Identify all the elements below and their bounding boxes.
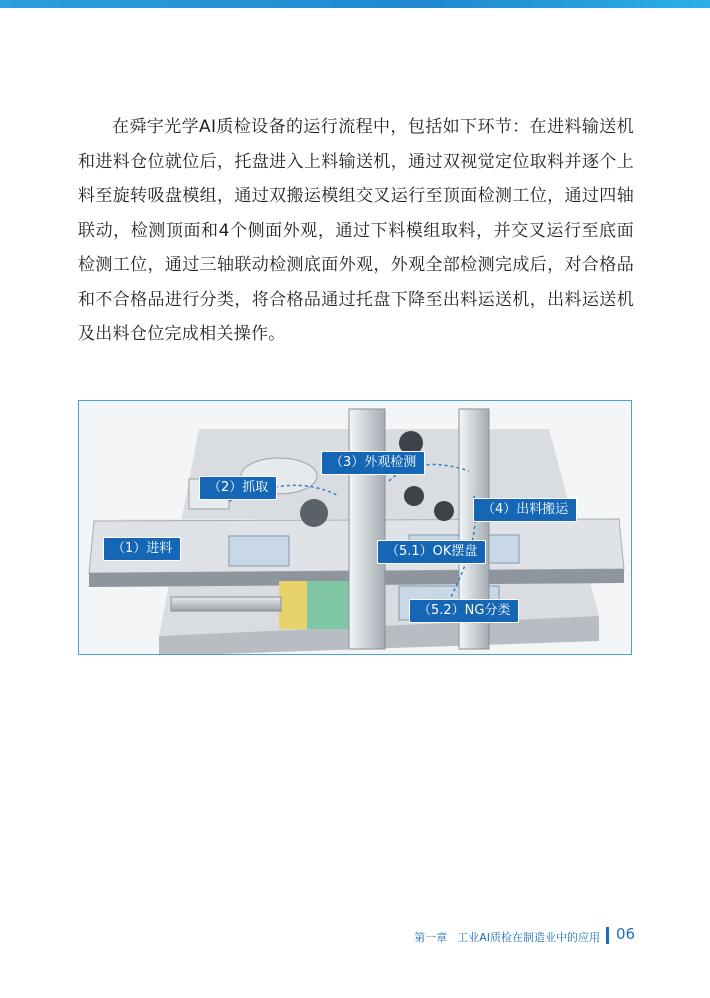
equipment-illustration: [79, 401, 632, 655]
top-accent-bar: [0, 0, 710, 8]
page-number: 06: [616, 925, 636, 943]
label-grab: （2）抓取: [199, 476, 277, 500]
equipment-diagram: [78, 400, 632, 655]
body-paragraph: 在舜宇光学AI质检设备的运行流程中，包括如下环节：在进料输送机和进料仓位就位后，托盘进入上料输送机，通过双视觉定位取料并逐个上料至旋转吸盘模组，通过双搬运模组交叉运行至顶面检测工位，通过四轴联动，检测顶面和4个侧面外观，通过下料模组取料，并交叉运行至底面检测工位，通过三轴联动检测底面外观，外观全部检测完成后，对合格品和不合格品进行分类，将合格品通过托盘下降至出料运送机，出料运送机及出料仓位完成相关操作。: [78, 117, 634, 344]
label-transfer: （4）出料搬运: [473, 498, 577, 522]
footer-chapter: [380, 929, 600, 945]
label-inspect: （3）外观检测: [321, 451, 425, 475]
footer-chapter-title: 工业AI质检在制造业中的应用: [457, 931, 600, 944]
footer-chapter-number: 第一章: [414, 931, 448, 944]
label-ng-sort: （5.2）NG分类: [409, 599, 519, 623]
label-ok-tray: （5.1）OK摆盘: [377, 540, 486, 564]
label-infeed: （1）进料: [103, 537, 181, 561]
footer-divider: [606, 927, 609, 944]
